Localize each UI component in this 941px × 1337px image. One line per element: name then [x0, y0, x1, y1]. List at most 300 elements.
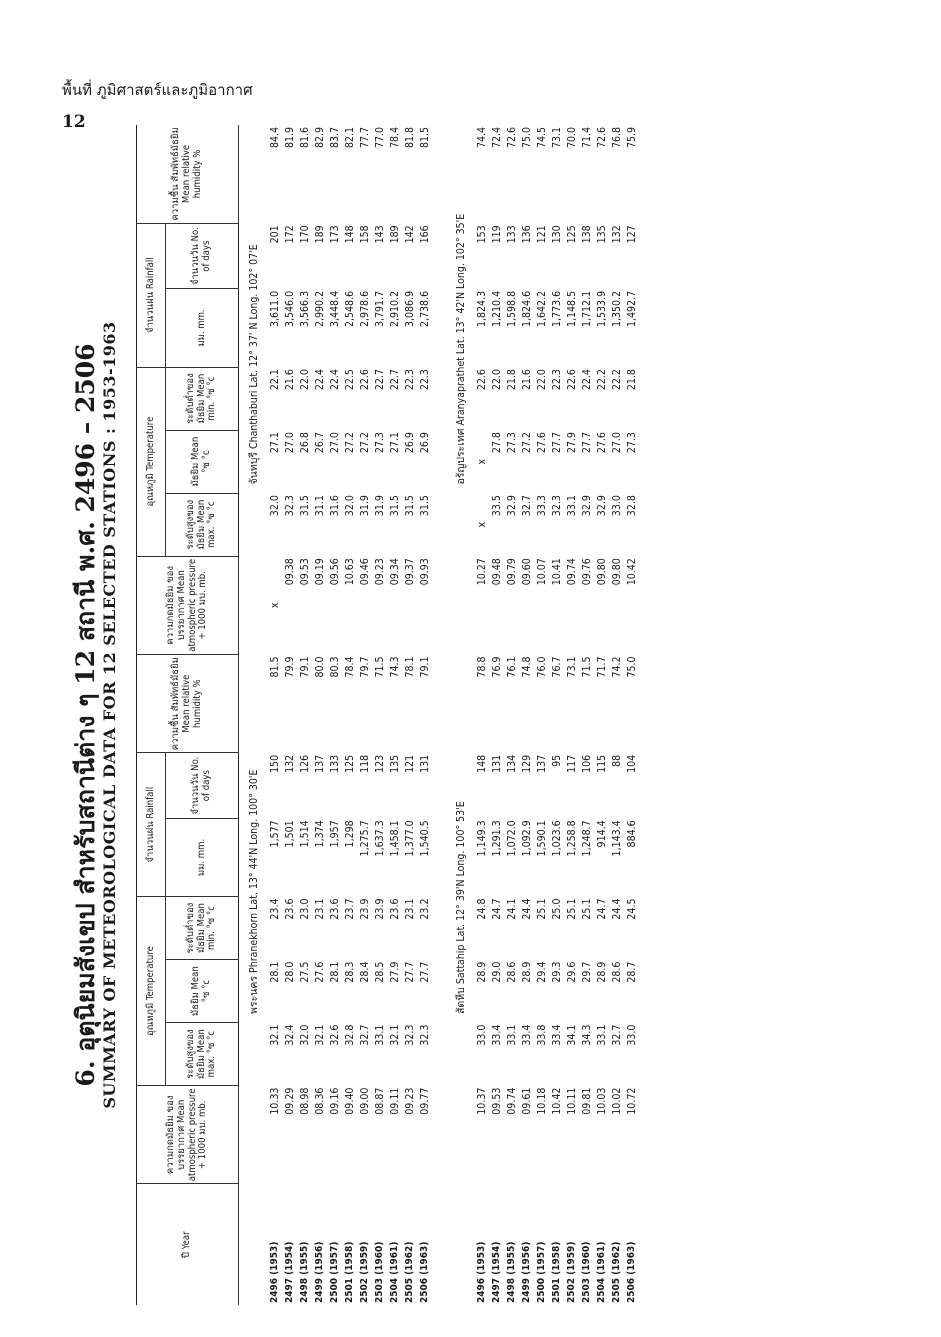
data-cell: 27.9: [565, 432, 578, 454]
data-cell: 23.6: [283, 898, 296, 920]
data-cell: 21.6: [520, 369, 533, 391]
data-cell: 166: [418, 225, 431, 244]
data-cell: 189: [388, 225, 401, 244]
data-cell: 24.7: [595, 898, 608, 920]
year-cell: 2498 (1955): [299, 1241, 310, 1303]
year-cell: 2506 (1963): [419, 1241, 430, 1303]
data-cell: 1,492.7: [625, 290, 638, 327]
data-cell: 29.7: [580, 961, 593, 983]
year-cell: 2505 (1962): [611, 1241, 622, 1303]
data-cell: 121: [403, 754, 416, 773]
data-cell: 28.4: [358, 961, 371, 983]
data-cell: 33.0: [475, 1024, 488, 1046]
data-cell: 3,546.0: [283, 290, 296, 327]
data-cell: 189: [313, 225, 326, 244]
data-cell: 27.8: [490, 432, 503, 454]
data-cell: x: [475, 458, 488, 465]
year-cell: 2505 (1962): [404, 1241, 415, 1303]
data-cell: 1,072.0: [505, 820, 518, 857]
data-cell: 1,377.0: [403, 820, 416, 857]
data-cell: 09.80: [610, 558, 623, 586]
data-cell: 28.1: [328, 961, 341, 983]
data-cell: 131: [490, 754, 503, 773]
data-cell: 150: [268, 754, 281, 773]
table-row: [564, 125, 579, 1305]
data-cell: 28.0: [283, 961, 296, 983]
data-cell: 22.6: [358, 369, 371, 391]
data-cell: 22.3: [550, 369, 563, 391]
header-temp-min: ระดับต่ำของ มัธยิม Mean min. °ซ °c: [166, 367, 239, 430]
data-cell: 1,514: [298, 820, 311, 848]
data-cell: 28.7: [625, 961, 638, 983]
table-row: [594, 125, 609, 1305]
table-row: [549, 125, 564, 1305]
data-cell: 1,712.1: [580, 290, 593, 327]
data-cell: 34.3: [580, 1024, 593, 1046]
data-cell: 88: [610, 754, 623, 767]
data-cell: 81.9: [283, 127, 296, 149]
data-cell: 1,458.1: [388, 820, 401, 857]
data-cell: 09.46: [358, 558, 371, 586]
header-year: ปี Year: [137, 1184, 239, 1305]
station-label-row: [446, 125, 474, 1305]
data-cell: 78.4: [388, 127, 401, 149]
data-cell: 32.7: [358, 1024, 371, 1046]
data-cell: 27.1: [268, 432, 281, 454]
data-cell: 33.1: [373, 1024, 386, 1046]
data-cell: 80.3: [328, 656, 341, 678]
data-cell: 09.74: [505, 1087, 518, 1115]
data-cell: 125: [565, 225, 578, 244]
data-cell: 72.4: [490, 127, 503, 149]
data-cell: 74.8: [520, 656, 533, 678]
data-cell: 82.9: [313, 127, 326, 149]
year-cell: 2500 (1957): [536, 1241, 547, 1303]
data-cell: 1,092.9: [520, 820, 533, 857]
data-cell: 22.3: [403, 369, 416, 391]
table-row: [327, 125, 342, 1305]
data-cell: 78.1: [403, 656, 416, 678]
data-cell: 126: [298, 754, 311, 773]
data-cell: 121: [535, 225, 548, 244]
data-cell: 09.16: [328, 1087, 341, 1115]
header-rainfall: จำนวนฝน Rainfall: [137, 223, 166, 367]
data-cell: 10.37: [475, 1087, 488, 1115]
data-cell: 84.4: [268, 127, 281, 149]
data-cell: 158: [358, 225, 371, 244]
data-cell: 143: [373, 225, 386, 244]
data-cell: 95: [550, 754, 563, 767]
data-cell: 22.2: [610, 369, 623, 391]
data-cell: 27.0: [283, 432, 296, 454]
header-humidity: ความชื้น สัมพัทธ์มัธยิม Mean relative humidity %: [137, 125, 239, 223]
data-cell: 25.0: [550, 898, 563, 920]
data-cell: 914.4: [595, 820, 608, 848]
table-body-bottom: [446, 125, 639, 1305]
data-cell: 09.81: [580, 1087, 593, 1115]
data-cell: 1,350.2: [610, 290, 623, 327]
data-cell: x: [475, 521, 488, 528]
label-spacer: [239, 1184, 268, 1305]
data-cell: 79.7: [358, 656, 371, 678]
data-cell: 24.7: [490, 898, 503, 920]
data-cell: 27.2: [358, 432, 371, 454]
data-cell: 173: [328, 225, 341, 244]
data-cell: 1,374: [313, 820, 326, 848]
data-cell: 33.4: [520, 1024, 533, 1046]
header-temp-min: ระดับต่ำของ มัธยิม Mean min. °ซ °c: [166, 897, 239, 960]
data-cell: 24.5: [625, 898, 638, 920]
data-cell: 32.3: [418, 1024, 431, 1046]
meteorological-table: [136, 125, 639, 1305]
data-cell: 33.3: [535, 495, 548, 517]
data-cell: x: [268, 602, 281, 609]
data-cell: 31.5: [403, 495, 416, 517]
data-cell: 1,598.8: [505, 290, 518, 327]
data-cell: 09.76: [580, 558, 593, 586]
data-cell: 79.9: [283, 656, 296, 678]
header-temp-mean: มัธยิม Mean °ซ °c: [166, 960, 239, 1023]
data-cell: 80.0: [313, 656, 326, 678]
data-cell: 10.33: [268, 1087, 281, 1115]
data-cell: 135: [595, 225, 608, 244]
data-cell: 09.80: [595, 558, 608, 586]
data-cell: 115: [595, 754, 608, 773]
data-cell: 1,148.5: [565, 290, 578, 327]
data-cell: 81.6: [298, 127, 311, 149]
data-cell: 76.1: [505, 656, 518, 678]
table-row: [417, 125, 432, 1305]
data-cell: 24.1: [505, 898, 518, 920]
header-rainfall: จำนวนฝน Rainfall: [137, 753, 166, 897]
data-cell: 22.5: [343, 369, 356, 391]
data-cell: 27.3: [373, 432, 386, 454]
data-cell: 1,590.1: [535, 820, 548, 857]
data-cell: 31.9: [358, 495, 371, 517]
data-cell: 884.6: [625, 820, 638, 848]
data-cell: 10.27: [475, 558, 488, 586]
data-cell: 08.98: [298, 1087, 311, 1115]
data-cell: 31.1: [313, 495, 326, 517]
block-gap-cell: [432, 125, 446, 1305]
data-cell: 22.1: [268, 369, 281, 391]
data-cell: 1,023.6: [550, 820, 563, 857]
data-cell: 104: [625, 754, 638, 773]
table-row: [579, 125, 594, 1305]
data-cell: 08.87: [373, 1087, 386, 1115]
data-cell: 33.0: [610, 495, 623, 517]
data-cell: 75.0: [625, 656, 638, 678]
data-cell: 09.37: [403, 558, 416, 586]
page-header: พื้นที่ ภูมิศาสตร์และภูมิอากาศ: [62, 81, 253, 99]
data-cell: 32.1: [268, 1024, 281, 1046]
data-cell: 22.0: [298, 369, 311, 391]
data-cell: 32.0: [343, 495, 356, 517]
data-cell: 1,501: [283, 820, 296, 848]
header-rain-days: จำนวนวัน No. of days: [166, 753, 239, 819]
data-cell: 22.6: [475, 369, 488, 391]
data-cell: 10.63: [343, 558, 356, 586]
header-temperature: อุณหภูมิ Temperature: [137, 897, 166, 1086]
header-pressure: ความกดมัธยิม ของบรรยากาศ Mean atmospheric pressure + 1000 มบ. mb.: [137, 1086, 239, 1184]
data-cell: 28.1: [268, 961, 281, 983]
data-cell: 33.8: [535, 1024, 548, 1046]
block-gap: [432, 125, 446, 1305]
data-cell: 3,086.9: [403, 290, 416, 327]
table-title-thai: 6. อุตุนิยมสังเขป สำหรับสถานีต่าง ๆ 12 สถานี พ.ศ. 2496 – 2506: [71, 343, 100, 1087]
data-cell: 23.2: [418, 898, 431, 920]
data-cell: 27.2: [520, 432, 533, 454]
data-cell: 32.8: [343, 1024, 356, 1046]
data-cell: 23.4: [268, 898, 281, 920]
data-cell: 28.9: [520, 961, 533, 983]
data-cell: 10.72: [625, 1087, 638, 1115]
data-cell: 2,990.2: [313, 290, 326, 327]
data-cell: 27.9: [388, 961, 401, 983]
station-label-row: [239, 125, 268, 1305]
data-cell: 72.6: [505, 127, 518, 149]
data-cell: 25.1: [535, 898, 548, 920]
data-cell: 32.0: [298, 1024, 311, 1046]
station-label: สัตหีบ Sattahip Lat. 12° 39'N Long. 100° 53'E: [454, 801, 467, 1014]
data-cell: 29.4: [535, 961, 548, 983]
year-cell: 2503 (1960): [374, 1241, 385, 1303]
data-cell: 09.00: [358, 1087, 371, 1115]
data-cell: 137: [313, 754, 326, 773]
data-cell: 32.7: [520, 495, 533, 517]
data-cell: 21.8: [625, 369, 638, 391]
data-cell: 27.6: [313, 961, 326, 983]
data-cell: 79.1: [418, 656, 431, 678]
table-row: [372, 125, 387, 1305]
data-cell: 09.60: [520, 558, 533, 586]
data-cell: 26.7: [313, 432, 326, 454]
data-cell: 76.8: [610, 127, 623, 149]
year-cell: 2496 (1953): [476, 1241, 487, 1303]
data-cell: 2,738.6: [418, 290, 431, 327]
data-cell: 08.36: [313, 1087, 326, 1115]
header-rain-mm: มม. mm.: [166, 818, 239, 896]
data-cell: 09.23: [403, 1087, 416, 1115]
data-cell: 27.3: [625, 432, 638, 454]
data-cell: 1,248.7: [580, 820, 593, 857]
data-cell: 09.77: [418, 1087, 431, 1115]
data-cell: 76.9: [490, 656, 503, 678]
year-cell: 2498 (1955): [506, 1241, 517, 1303]
data-cell: 31.6: [328, 495, 341, 517]
data-cell: 1,824.3: [475, 290, 488, 327]
data-cell: 10.42: [625, 558, 638, 586]
data-cell: 78.4: [343, 656, 356, 678]
data-cell: 142: [403, 225, 416, 244]
data-cell: 27.2: [343, 432, 356, 454]
table-row: [357, 125, 372, 1305]
data-cell: 74.2: [610, 656, 623, 678]
data-cell: 32.3: [283, 495, 296, 517]
year-cell: 2497 (1954): [284, 1241, 295, 1303]
header-rain-days: จำนวนวัน No. of days: [166, 223, 239, 289]
data-cell: 32.3: [550, 495, 563, 517]
table-row: [609, 125, 624, 1305]
data-cell: 29.3: [550, 961, 563, 983]
data-cell: 31.5: [388, 495, 401, 517]
table-row: [519, 125, 534, 1305]
rotated-table-sheet: [56, 125, 886, 1305]
data-cell: 1,275.7: [358, 820, 371, 857]
table-row: [387, 125, 402, 1305]
data-cell: 27.5: [298, 961, 311, 983]
data-cell: 09.48: [490, 558, 503, 586]
data-cell: 33.1: [565, 495, 578, 517]
data-cell: 09.93: [418, 558, 431, 586]
data-cell: 26.9: [418, 432, 431, 454]
data-cell: 25.1: [565, 898, 578, 920]
data-cell: 10.41: [550, 558, 563, 586]
data-cell: 27.7: [403, 961, 416, 983]
data-cell: 28.6: [610, 961, 623, 983]
data-cell: 134: [505, 754, 518, 773]
year-cell: 2501 (1958): [551, 1241, 562, 1303]
data-cell: 74.4: [475, 127, 488, 149]
data-cell: 81.5: [268, 656, 281, 678]
year-cell: 2499 (1956): [521, 1241, 532, 1303]
data-cell: 3,448.4: [328, 290, 341, 327]
table-row: [297, 125, 312, 1305]
data-cell: 22.2: [595, 369, 608, 391]
table-row: [402, 125, 417, 1305]
station-label: อรัญประเทศ Aranyaprathet Lat. 13° 42'N Long. 102° 35'E: [454, 213, 467, 485]
data-cell: 117: [565, 754, 578, 773]
data-cell: 23.9: [373, 898, 386, 920]
data-cell: 153: [475, 225, 488, 244]
data-cell: 3,611.0: [268, 290, 281, 327]
data-cell: 22.0: [490, 369, 503, 391]
table-title-english: SUMMARY OF METEOROLOGICAL DATA FOR 12 SELECTED STATIONS : 1953-1963: [100, 321, 119, 1109]
header-temp-max: ระดับสูงของ มัธยิม Mean max. °ซ °c: [166, 1023, 239, 1086]
year-cell: 2501 (1958): [344, 1241, 355, 1303]
data-cell: 09.19: [313, 558, 326, 586]
data-cell: 131: [418, 754, 431, 773]
data-cell: 33.1: [505, 1024, 518, 1046]
data-cell: 27.6: [535, 432, 548, 454]
data-cell: 148: [475, 754, 488, 773]
data-cell: 123: [373, 754, 386, 773]
data-cell: 28.3: [343, 961, 356, 983]
year-cell: 2502 (1959): [566, 1241, 577, 1303]
data-cell: 25.1: [580, 898, 593, 920]
data-cell: 1,637.3: [373, 820, 386, 857]
data-cell: 09.79: [505, 558, 518, 586]
data-cell: 119: [490, 225, 503, 244]
data-cell: 148: [343, 225, 356, 244]
data-cell: 10.07: [535, 558, 548, 586]
data-cell: 33.0: [625, 1024, 638, 1046]
data-cell: 27.7: [580, 432, 593, 454]
data-cell: 32.1: [388, 1024, 401, 1046]
data-cell: 10.11: [565, 1087, 578, 1115]
data-cell: 27.0: [328, 432, 341, 454]
data-cell: 81.5: [418, 127, 431, 149]
data-cell: 32.1: [313, 1024, 326, 1046]
year-cell: 2502 (1959): [359, 1241, 370, 1303]
data-cell: 27.7: [418, 961, 431, 983]
data-cell: 106: [580, 754, 593, 773]
data-cell: 27.3: [505, 432, 518, 454]
data-cell: 71.5: [373, 656, 386, 678]
data-cell: 22.3: [418, 369, 431, 391]
data-cell: 132: [283, 754, 296, 773]
data-cell: 29.6: [565, 961, 578, 983]
data-cell: 73.1: [565, 656, 578, 678]
data-cell: 138: [580, 225, 593, 244]
data-cell: 22.4: [313, 369, 326, 391]
data-cell: 09.11: [388, 1087, 401, 1115]
data-cell: 21.8: [505, 369, 518, 391]
header-temp-max: ระดับสูงของ มัธยิม Mean max. °ซ °c: [166, 493, 239, 556]
year-cell: 2500 (1957): [329, 1241, 340, 1303]
data-cell: 09.23: [373, 558, 386, 586]
data-cell: 22.6: [565, 369, 578, 391]
data-cell: 29.0: [490, 961, 503, 983]
data-cell: 1,210.4: [490, 290, 503, 327]
data-cell: 28.9: [475, 961, 488, 983]
header-temperature: อุณหภูมิ Temperature: [137, 367, 166, 556]
data-cell: 10.42: [550, 1087, 563, 1115]
data-cell: 27.0: [610, 432, 623, 454]
table-row: [504, 125, 519, 1305]
data-cell: 127: [625, 225, 638, 244]
data-cell: 23.1: [403, 898, 416, 920]
data-cell: 76.0: [535, 656, 548, 678]
data-cell: 1,642.2: [535, 290, 548, 327]
data-cell: 10.18: [535, 1087, 548, 1115]
data-cell: 75.9: [625, 127, 638, 149]
data-cell: 78.8: [475, 656, 488, 678]
data-cell: 71.5: [580, 656, 593, 678]
data-cell: 28.9: [595, 961, 608, 983]
data-cell: 26.9: [403, 432, 416, 454]
data-cell: 24.8: [475, 898, 488, 920]
data-cell: 74.3: [388, 656, 401, 678]
table-row: [489, 125, 504, 1305]
data-cell: 170: [298, 225, 311, 244]
data-cell: 82.1: [343, 127, 356, 149]
data-cell: 32.9: [580, 495, 593, 517]
data-cell: 22.4: [328, 369, 341, 391]
table-body-top: [239, 125, 447, 1305]
data-cell: 125: [343, 754, 356, 773]
data-cell: 23.7: [343, 898, 356, 920]
year-cell: 2496 (1953): [269, 1241, 280, 1303]
data-cell: 201: [268, 225, 281, 244]
data-cell: 3,566.3: [298, 290, 311, 327]
data-cell: 23.6: [388, 898, 401, 920]
table-row: [534, 125, 549, 1305]
data-cell: 1,824.6: [520, 290, 533, 327]
data-cell: 77.7: [358, 127, 371, 149]
data-cell: 10.02: [610, 1087, 623, 1115]
header-temp-mean: มัธยิม Mean °ซ °c: [166, 430, 239, 493]
data-cell: 1,143.4: [610, 820, 623, 857]
data-cell: 34.1: [565, 1024, 578, 1046]
data-cell: 137: [535, 754, 548, 773]
data-cell: 23.0: [298, 898, 311, 920]
data-cell: 136: [520, 225, 533, 244]
data-cell: 09.40: [343, 1087, 356, 1115]
data-cell: 73.1: [550, 127, 563, 149]
data-cell: 2,978.6: [358, 290, 371, 327]
data-cell: 22.7: [373, 369, 386, 391]
